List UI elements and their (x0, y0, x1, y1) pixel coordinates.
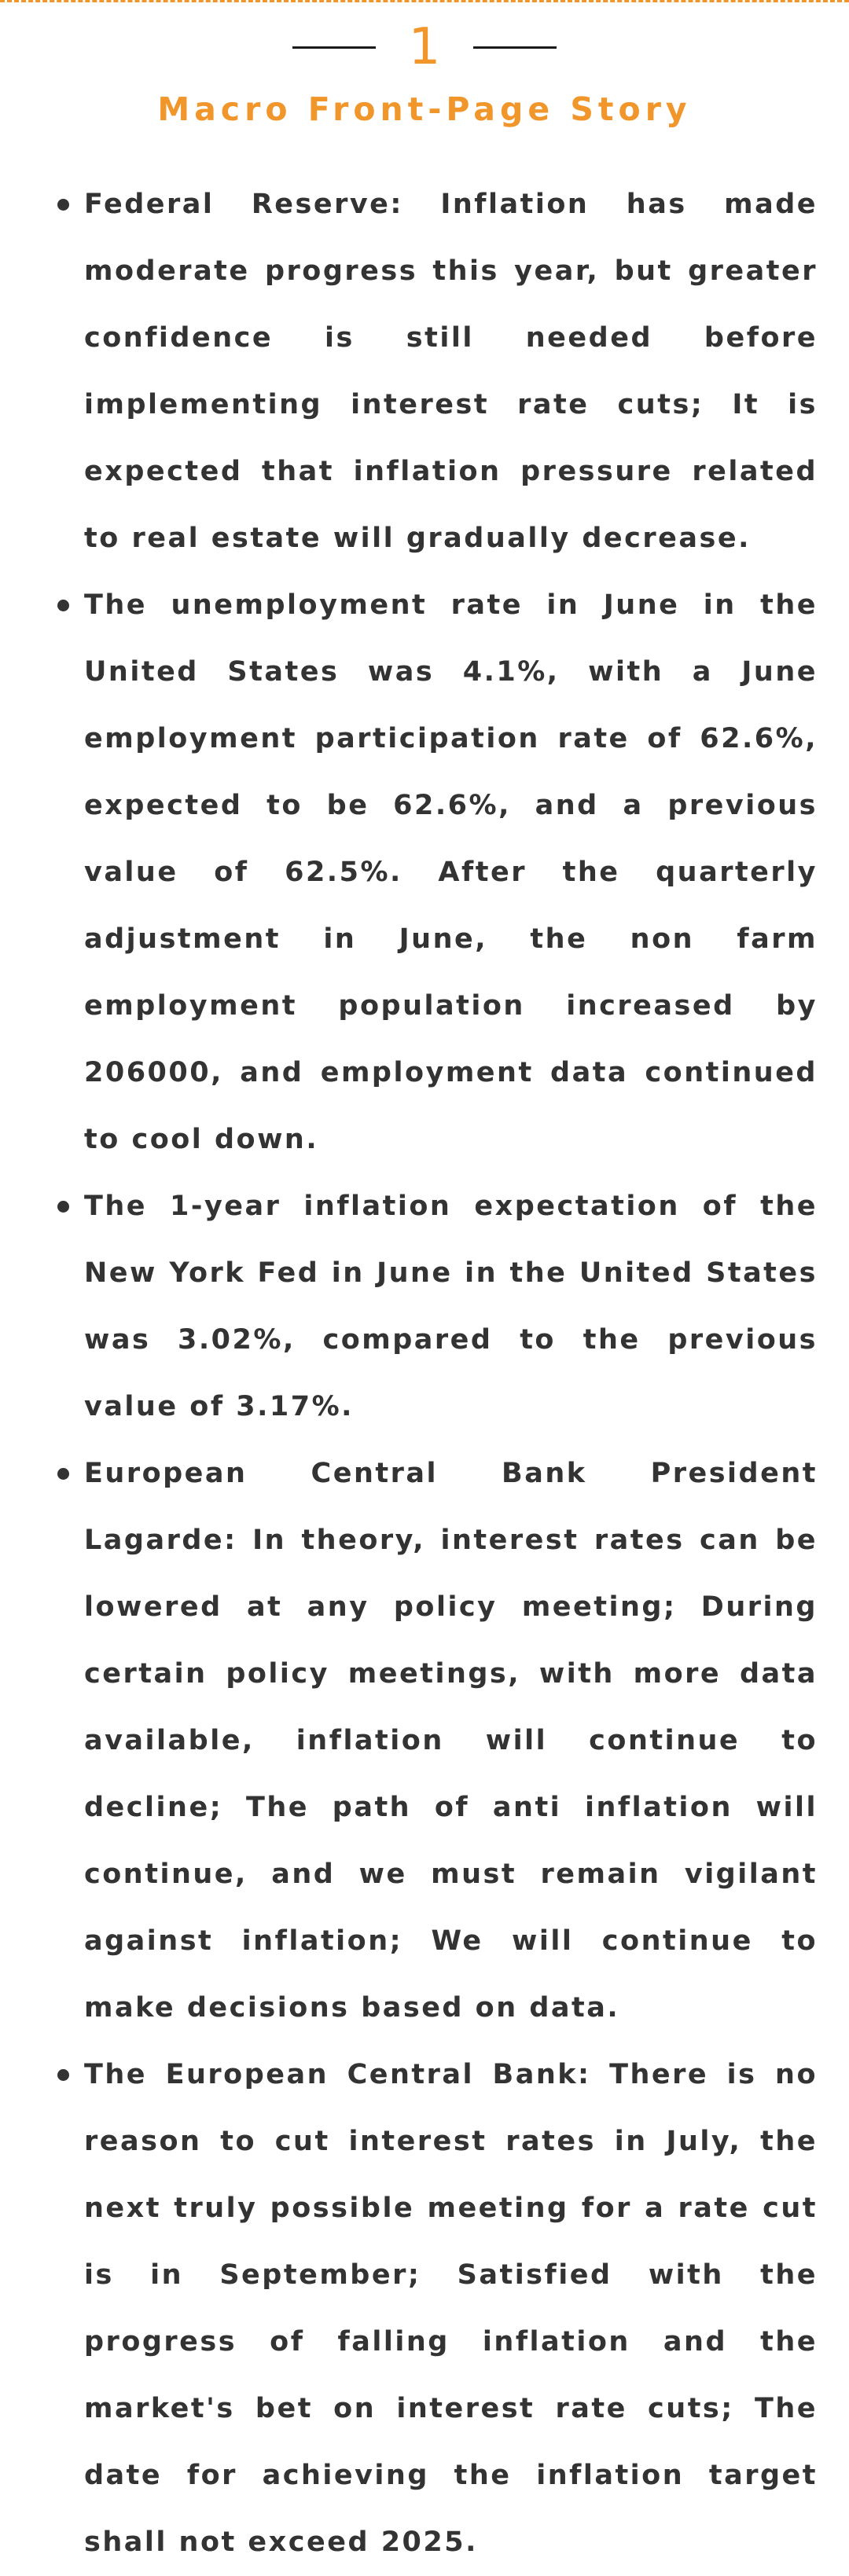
news-item (0, 2042, 849, 2576)
news-item-text: The unemployment rate in June in the United States was 4.1%, with a June employment participation rate of 62.6%, expected to be 62.6%, and a previous value of 62.5%. After the quarterly adjustment in June, the non farm employment population increased by 206000, and employment data continued to cool down. (84, 589, 818, 1155)
bullet-icon (57, 199, 69, 211)
news-item (0, 572, 849, 1173)
section-number: 1 (408, 18, 441, 76)
section-header (0, 16, 849, 129)
bullet-icon (57, 600, 69, 611)
news-item (0, 171, 849, 572)
news-list (0, 171, 849, 2576)
bullet-icon (57, 1468, 69, 1480)
news-item-text: The 1-year inflation expectation of the New York Fed in June in the United States was 3.02%, compared to the previous value of 3.17%. (84, 1191, 818, 1422)
news-item-text: European Central Bank President Lagarde: In theory, interest rates can be lowered at any policy meeting; During certain policy meetings, with more data available, inflation will continue to decline; The path of anti inflation will continue, and we must remain vigilant against inflation; We will continue to make decisions based on data. (84, 1458, 818, 2024)
news-item-text: The European Central Bank: There is no reason to cut interest rates in July, the next truly possible meeting for a rate cut is in September; Satisfied with the progress of falling inflation and the market's bet on interest rate cuts; The date for achieving the inflation target shall not exceed 2025. (84, 2059, 818, 2558)
top-dashed-border (0, 0, 849, 2)
bullet-icon (57, 2069, 69, 2081)
right-divider-line (473, 46, 557, 49)
news-item (0, 1440, 849, 2042)
left-divider-line (292, 46, 376, 49)
bullet-icon (57, 1201, 69, 1213)
news-item (0, 1173, 849, 1440)
section-number-row (0, 16, 849, 79)
section-title: Macro Front-Page Story (157, 90, 692, 128)
news-item-text: Federal Reserve: Inflation has made moderate progress this year, but greater confidence is still needed before implementing interest rate cuts; It is expected that inflation pressure related to real estate will gradually decrease. (84, 189, 818, 554)
